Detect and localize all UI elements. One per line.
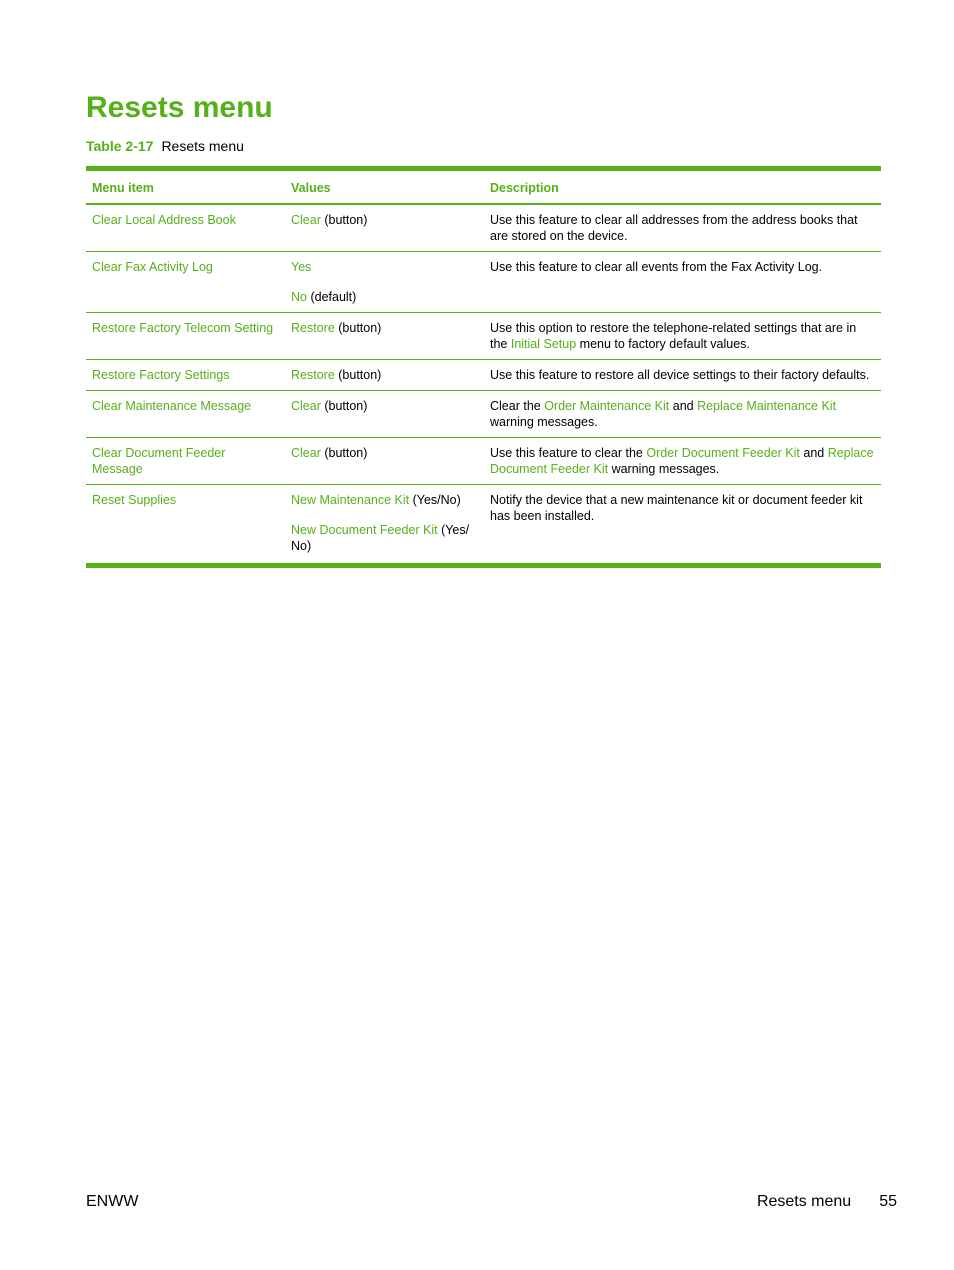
table-row	[86, 391, 881, 438]
footer-left: ENWW	[86, 1193, 139, 1210]
values-cell	[285, 391, 484, 438]
values-cell	[285, 313, 484, 360]
description-text: Notify the device that a new maintenance kit or document feeder kit has been installed.	[490, 493, 863, 523]
resets-menu-table	[86, 166, 881, 568]
table-header-row	[86, 169, 881, 205]
values-cell	[285, 438, 484, 485]
menu-item-cell	[86, 485, 285, 566]
table-caption	[86, 137, 244, 155]
description-cell	[484, 360, 881, 391]
page-number: 55	[879, 1193, 897, 1210]
menu-item-cell	[86, 438, 285, 485]
value-text: (button)	[320, 399, 368, 413]
value-text: (button)	[334, 321, 382, 335]
value-link[interactable]: Clear	[291, 399, 321, 413]
description-link[interactable]: Replace Document Feeder Kit	[490, 446, 874, 476]
description-link[interactable]: Replace Maintenance Kit	[697, 399, 837, 413]
footer-section: Resets menu	[756, 1193, 852, 1210]
table-row	[86, 360, 881, 391]
menu-item-link[interactable]: Clear Fax Activity Log	[92, 260, 213, 274]
table-row	[86, 252, 881, 313]
value-link[interactable]: New Maintenance Kit	[291, 493, 410, 507]
value-link[interactable]: Restore	[291, 321, 335, 335]
description-text: Use this feature to restore all device settings to their factory defaults.	[490, 368, 870, 382]
description-text: Use this option to restore the telephone-related settings that are in the	[490, 321, 857, 351]
footer-right	[757, 1192, 897, 1212]
description-link[interactable]: Order Maintenance Kit	[544, 399, 670, 413]
values-cell	[285, 252, 484, 313]
description-text: Use this feature to clear all events from the Fax Activity Log.	[490, 260, 823, 274]
menu-item-cell	[86, 313, 285, 360]
menu-item-cell	[86, 204, 285, 252]
menu-item-link[interactable]: Restore Factory Settings	[92, 368, 230, 382]
description-link[interactable]: Order Document Feeder Kit	[646, 446, 800, 460]
header-menu-item: Menu item	[86, 169, 285, 205]
table-row	[86, 204, 881, 252]
value-link[interactable]: No	[291, 290, 307, 304]
value-link[interactable]: Clear	[291, 446, 321, 460]
menu-item-link[interactable]: Clear Local Address Book	[92, 213, 236, 227]
value-text: (button)	[320, 213, 368, 227]
menu-item-cell	[86, 360, 285, 391]
description-cell	[484, 391, 881, 438]
values-cell	[285, 204, 484, 252]
description-cell	[484, 204, 881, 252]
header-values: Values	[285, 169, 484, 205]
table-row	[86, 485, 881, 566]
description-link[interactable]: Initial Setup	[510, 337, 577, 351]
value-text: (default)	[306, 290, 357, 304]
value-link[interactable]: New Document Feeder Kit	[291, 523, 438, 537]
menu-item-link[interactable]: Clear Maintenance Message	[92, 399, 252, 413]
table-row	[86, 313, 881, 360]
value-text: (button)	[320, 446, 368, 460]
value-text: (Yes/No)	[409, 493, 461, 507]
value-link[interactable]: Clear	[291, 213, 321, 227]
value-link[interactable]: Restore	[291, 368, 335, 382]
description-text: and	[799, 446, 828, 460]
description-text: warning messages.	[490, 415, 598, 429]
header-description: Description	[484, 169, 881, 205]
description-cell	[484, 252, 881, 313]
description-text: Use this feature to clear all addresses from the address books that are stored on the device.	[490, 213, 858, 243]
value-link[interactable]: Yes	[291, 260, 312, 274]
value-text: (button)	[334, 368, 382, 382]
page-title: Resets menu	[86, 91, 273, 124]
menu-item-cell	[86, 391, 285, 438]
menu-item-link[interactable]: Reset Supplies	[92, 493, 177, 507]
menu-item-cell	[86, 252, 285, 313]
menu-item-link[interactable]: Restore Factory Telecom Setting	[92, 321, 274, 335]
values-cell	[285, 485, 484, 566]
description-text: menu to factory default values.	[576, 337, 750, 351]
table-caption-text: Resets menu	[161, 138, 244, 154]
menu-item-link[interactable]: Clear Document Feeder Message	[92, 446, 226, 476]
table-row	[86, 438, 881, 485]
description-text: warning messages.	[608, 462, 720, 476]
value-text: (Yes/ No)	[291, 523, 470, 553]
description-text: Use this feature to clear the	[490, 446, 647, 460]
description-cell	[484, 485, 881, 566]
values-cell	[285, 360, 484, 391]
description-cell	[484, 438, 881, 485]
description-text: Clear the	[490, 399, 545, 413]
description-text: and	[669, 399, 698, 413]
description-cell	[484, 313, 881, 360]
table-caption-number: Table 2-17	[86, 138, 154, 154]
